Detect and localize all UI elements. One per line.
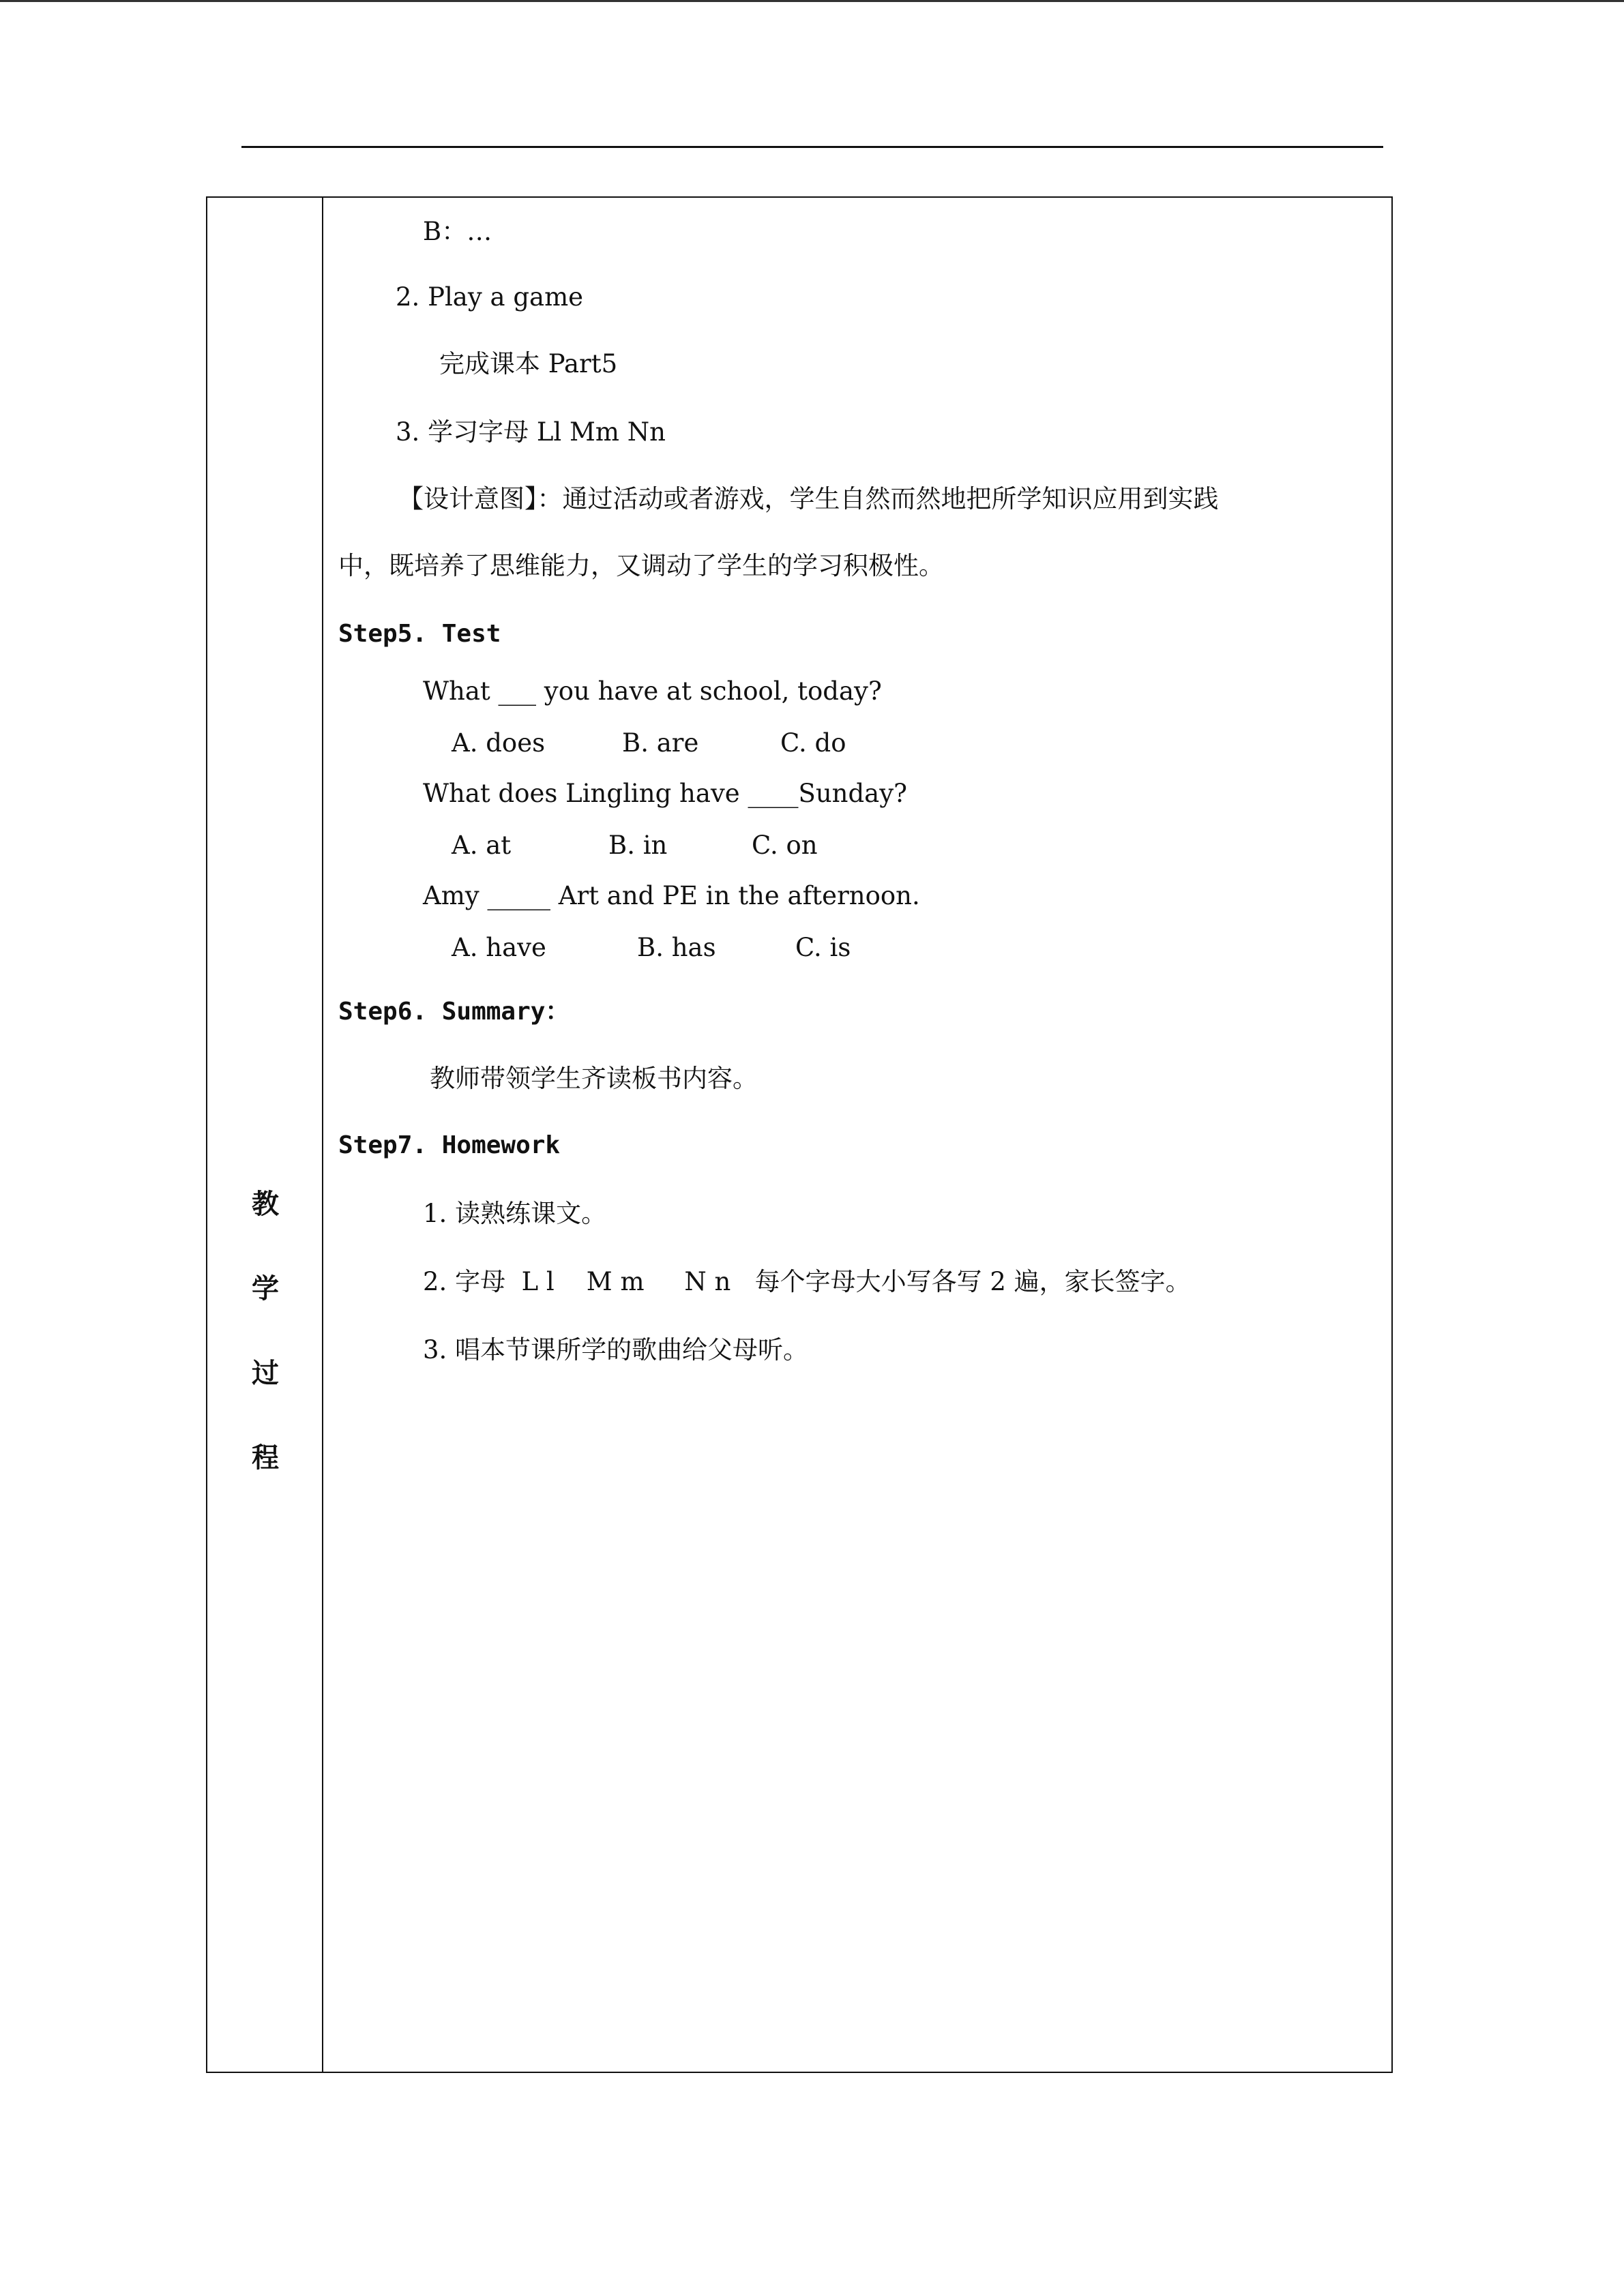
homework-item: 3. 唱本节课所学的歌曲给父母听。 (423, 1335, 809, 1365)
test-options (452, 929, 929, 967)
summary-text: 教师带领学生齐读板书内容。 (430, 1064, 758, 1093)
content-cell (323, 198, 1391, 2072)
page-top-border (0, 0, 1624, 2)
test-options (452, 826, 929, 865)
design-intent-line-2: 中，既培养了思维能力，又调动了学生的学习积极性。 (338, 551, 944, 580)
test-question: What does Lingling have ____Sunday? (423, 779, 907, 808)
section-label-char: 过 (252, 1357, 279, 1389)
test-option: B. has (637, 933, 716, 962)
test-options (452, 724, 929, 762)
header-rule (241, 146, 1383, 148)
test-option: A. does (452, 728, 546, 758)
step5-heading: Step5. Test (338, 620, 501, 648)
test-option: C. do (780, 728, 846, 758)
section-label-char: 学 (252, 1272, 279, 1304)
test-option: A. at (452, 831, 512, 860)
test-question: What ___ you have at school, today? (423, 676, 882, 706)
activity-complete-part: 完成课本 Part5 (439, 349, 618, 378)
test-option: B. are (622, 728, 699, 758)
test-question: Amy _____ Art and PE in the afternoon. (423, 881, 920, 910)
test-option: C. on (752, 831, 818, 860)
homework-item: 1. 读熟练课文。 (423, 1199, 607, 1228)
activity-learn-letters: 3. 学习字母 Ll Mm Nn (396, 417, 666, 447)
section-label-char: 程 (252, 1442, 279, 1474)
section-label-char: 教 (252, 1188, 279, 1220)
test-option: A. have (452, 933, 546, 962)
step7-heading: Step7. Homework (338, 1131, 561, 1159)
homework-item: 2. 字母 L l M m N n 每个字母大小写各写 2 遍，家长签字。 (423, 1267, 1191, 1296)
step6-heading: Step6. Summary： (338, 998, 570, 1026)
activity-play-game: 2. Play a game (396, 282, 584, 312)
test-option: B. in (608, 831, 668, 860)
dialogue-continuation: B：… (423, 217, 492, 246)
section-label-column (207, 198, 323, 2072)
test-option: C. is (795, 933, 851, 962)
lesson-table (206, 196, 1393, 2073)
design-intent-line-1: 【设计意图】：通过活动或者游戏，学生自然而然地把所学知识应用到实践 (398, 484, 1219, 513)
